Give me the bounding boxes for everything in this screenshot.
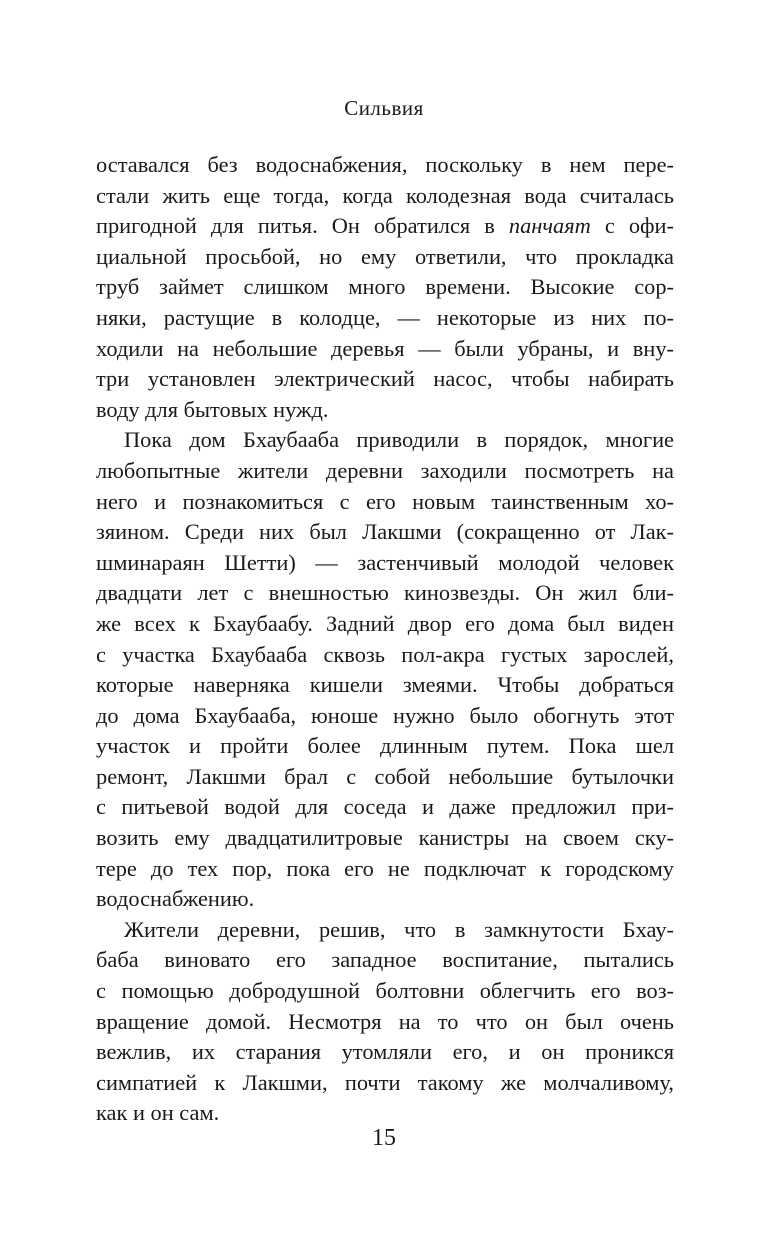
text-line: с участка Бхаубааба сквозь пол-акра густых зарослей, bbox=[96, 641, 674, 667]
text-line: же всех к Бхаубаабу. Задний двор его дома был виден bbox=[96, 610, 674, 636]
text-line: как и он сам. bbox=[96, 1100, 220, 1126]
text-line: которые наверняка кишели змеями. Чтобы добраться bbox=[96, 672, 674, 698]
text-line: три установлен электрический насос, чтобы набирать bbox=[96, 366, 674, 392]
text-line: труб займет слишком много времени. Высокие сор- bbox=[96, 274, 674, 300]
text-line: шминараян Шетти) — застенчивый молодой человек bbox=[96, 549, 674, 575]
text-line: двадцати лет с внешностью кинозвезды. Он жил бли- bbox=[96, 580, 674, 606]
text-line: до дома Бхаубааба, юноше нужно было обогнуть этот bbox=[96, 702, 674, 728]
text-line: няки, растущие в колодце, — некоторые из них по- bbox=[96, 304, 674, 330]
body-text bbox=[96, 150, 674, 1129]
text-line: возить ему двадцатилитровые канистры на своем ску- bbox=[96, 825, 674, 851]
text-line: тере до тех пор, пока его не подключат к городскому bbox=[96, 855, 674, 881]
text-line: вращение домой. Несмотря на то что он был очень bbox=[96, 1008, 674, 1034]
running-head: Сильвия bbox=[344, 96, 424, 120]
text-line: Пока дом Бхаубааба приводили в порядок, многие bbox=[124, 427, 674, 453]
text-line: участок и пройти более длинным путем. Пока шел bbox=[96, 733, 674, 759]
text-line: ходили на небольшие деревья — были убраны, и вну- bbox=[96, 335, 674, 361]
text-line: него и познакомиться с его новым таинственным хо- bbox=[96, 488, 674, 514]
text-line bbox=[96, 211, 674, 242]
text-line: воду для бытовых нужд. bbox=[96, 396, 329, 422]
italic-term: панчаят bbox=[508, 213, 591, 239]
page-number: 15 bbox=[372, 1125, 396, 1151]
text-line: водоснабжению. bbox=[96, 886, 255, 912]
text-fragment: с офи- bbox=[590, 213, 674, 239]
text-line: с помощью добродушной болтовни облегчить его воз- bbox=[96, 978, 674, 1004]
text-line: с питьевой водой для соседа и даже предложил при- bbox=[96, 794, 674, 820]
text-line: симпатией к Лакшми, почти такому же молчаливому, bbox=[96, 1069, 674, 1095]
text-line: ремонт, Лакшми брал с собой небольшие бутылочки bbox=[96, 763, 674, 789]
text-fragment: пригодной для питья. Он обратился в bbox=[96, 213, 509, 239]
text-line: стали жить еще тогда, когда колодезная вода считалась bbox=[96, 182, 674, 208]
text-line: баба виновато его западное воспитание, пытались bbox=[96, 947, 674, 973]
text-line: Жители деревни, решив, что в замкнутости Бхау- bbox=[124, 916, 674, 942]
text-line: любопытные жители деревни заходили посмотреть на bbox=[96, 457, 674, 483]
text-line: зяином. Среди них был Лакшми (сокращенно от Лак- bbox=[96, 519, 674, 545]
text-line: циальной просьбой, но ему ответили, что прокладка bbox=[96, 243, 674, 269]
text-line: оставался без водоснабжения, поскольку в нем пере- bbox=[96, 152, 674, 177]
text-line: вежлив, их старания утомляли его, и он проникся bbox=[96, 1039, 674, 1065]
